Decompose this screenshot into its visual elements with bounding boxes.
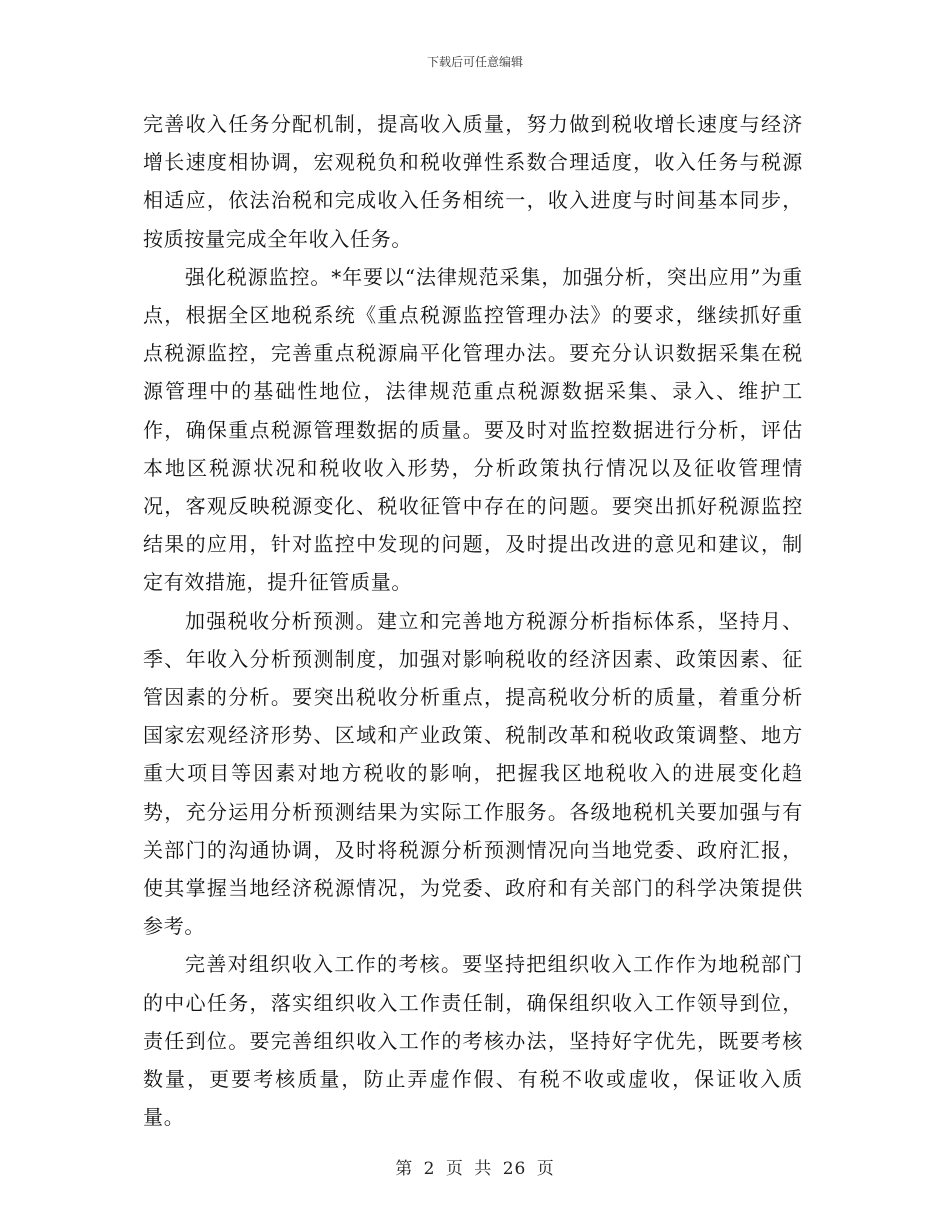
paragraph-revenue-assessment: 完善对组织收入工作的考核。要坚持把组织收入工作作为地税部门的中心任务，落实组织收入工作责任制，确保组织收入工作领导到位，责任到位。要完善组织收入工作的考核办法，坚持好字优先，既要考核数量，更要考核质量，防止弄虚作假、有税不收或虚收，保证收入质量。 <box>143 952 803 1130</box>
page-number-footer: 第 2 页 共 26 页 <box>395 1159 555 1179</box>
paragraph-tax-source-monitoring: 强化税源监控。*年要以“法律规范采集，加强分析，突出应用”为重点，根据全区地税系统《重点税源监控管理办法》的要求，继续抓好重点税源监控，完善重点税源扁平化管理办法。要充分认识数据采集在税源管理中的基础性地位，法律规范重点税源数据采集、录入、维护工作，确保重点税源管理数据的质量。要及时对监控数据进行分析，评估本地区税源状况和税收收入形势，分析政策执行情况以及征收管理情况，客观反映税源变化、税收征管中存在的问题。要突出抓好税源监控结果的应用，针对监控中发现的问题，及时提出改进的意见和建议，制定有效措施，提升征管质量。 <box>143 264 803 595</box>
paragraph-tax-analysis-forecast: 加强税收分析预测。建立和完善地方税源分析指标体系，坚持月、季、年收入分析预测制度，加强对影响税收的经济因素、政策因素、征管因素的分析。要突出税收分析重点，提高税收分析的质量，着重分析国家宏观经济形势、区域和产业政策、税制改革和税收政策调整、地方重大项目等因素对地方税收的影响，把握我区地税收入的进展变化趋势，充分运用分析预测结果为实际工作服务。各级地税机关要加强与有关部门的沟通协调，及时将税源分析预测情况向当地党委、政府汇报，使其掌握当地经济税源情况，为党委、政府和有关部门的科学决策提供参考。 <box>143 608 803 939</box>
document-body <box>143 105 803 1136</box>
page-header: 下载后可任意编辑 <box>426 55 523 69</box>
paragraph-revenue-mechanism: 完善收入任务分配机制，提高收入质量，努力做到税收增长速度与经济增长速度相协调，宏观税负和税收弹性系数合理适度，收入任务与税源相适应，依法治税和完成收入任务相统一，收入进度与时间基本同步，按质按量完成全年收入任务。 <box>143 112 803 251</box>
